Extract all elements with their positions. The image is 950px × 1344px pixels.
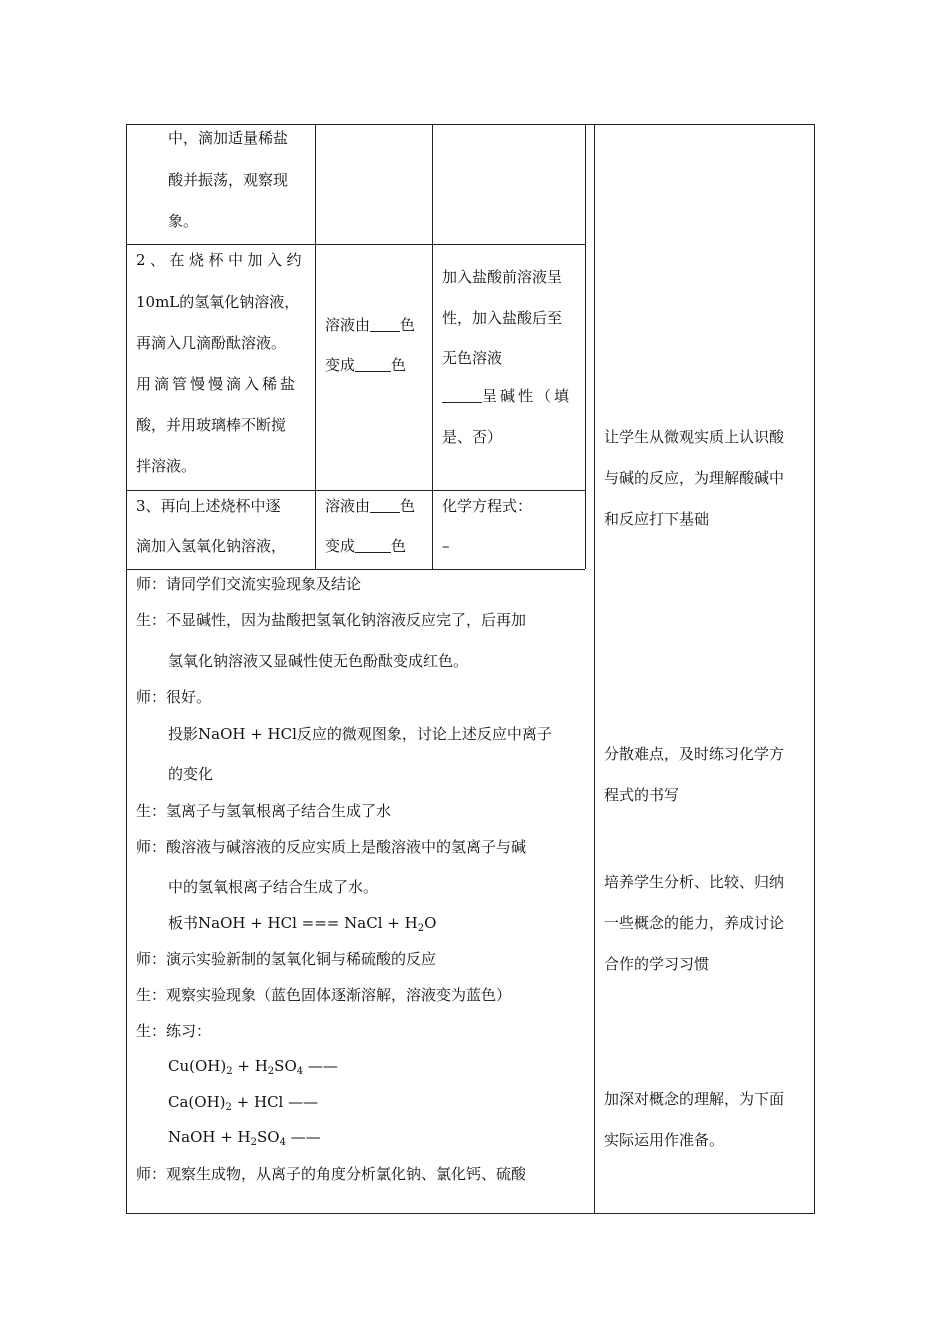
equation-text: SO (274, 1057, 297, 1075)
table-divider (585, 124, 586, 569)
dialogue-line: 师：酸溶液与碱溶液的反应实质上是酸溶液中的氢离子与碱 (136, 838, 527, 856)
dialogue-line: 师：很好。 (136, 688, 212, 706)
equation-text: —— (285, 1128, 321, 1146)
exercise-equation (168, 1092, 318, 1118)
phenomenon-text: 色 (400, 316, 416, 334)
table-divider (126, 569, 585, 570)
dialogue-line: 的变化 (168, 765, 214, 783)
dialogue-line: 生：氢离子与氢氧根离子结合生成了水 (136, 802, 392, 820)
exercise-equation (168, 1056, 338, 1082)
answer-blank[interactable] (442, 388, 482, 403)
equation-text: Ca(OH) (168, 1093, 226, 1111)
equation-subscript: 4 (296, 1066, 304, 1077)
exp1-step-line: 酸并振荡，观察现 (168, 171, 289, 189)
phenomenon-text: 变成 (325, 356, 356, 374)
exp2-conclusion-line: 是、否） (442, 428, 503, 446)
phenomenon-text: 变成 (325, 537, 356, 555)
table-divider (126, 244, 585, 245)
dialogue-line: 师：请同学们交流实验现象及结论 (136, 575, 362, 593)
exp3-step-line: 滴加入氢氧化钠溶液， (136, 537, 287, 555)
equation-text: 板书NaOH + HCl === NaCl + H (168, 914, 418, 932)
phenomenon-text: 色 (391, 537, 407, 555)
equation-subscript: 4 (279, 1137, 286, 1148)
design-note-line: 实际运用作准备。 (604, 1131, 725, 1149)
design-note-line: 加深对概念的理解，为下面 (604, 1090, 785, 1108)
exp2-phenomenon-line (325, 315, 415, 335)
design-note-line: 一些概念的能力，养成讨论 (604, 914, 785, 932)
table-divider (126, 490, 585, 491)
exp1-step-line: 中，滴加适量稀盐 (168, 129, 289, 147)
answer-blank[interactable] (355, 538, 391, 553)
conclusion-text: 呈碱性（填 (482, 387, 573, 405)
equation-subscript: 2 (226, 1066, 233, 1077)
exp3-phenomenon-line (325, 536, 406, 556)
exp2-conclusion-line: 性，加入盐酸后至 (442, 309, 563, 327)
exp2-phenomenon-line (325, 355, 406, 375)
exp3-conclusion-line: – (442, 537, 450, 555)
exp2-conclusion-line: 加入盐酸前溶液呈 (442, 268, 563, 286)
exp2-step-line: 用滴管慢慢滴入稀盐 (136, 375, 299, 393)
phenomenon-text: 溶液由 (325, 316, 371, 334)
dialogue-line: 生：观察实验现象（蓝色固体逐渐溶解，溶液变为蓝色） (136, 986, 512, 1004)
exp2-conclusion-line: 无色溶液 (442, 349, 503, 367)
table-divider (594, 124, 595, 1214)
dialogue-line: 中的氢氧根离子结合生成了水。 (168, 878, 379, 896)
board-equation (168, 913, 436, 939)
design-note-line: 与碱的反应，为理解酸碱中 (604, 469, 785, 487)
design-note-line: 培养学生分析、比较、归纳 (604, 873, 785, 891)
design-note-line: 和反应打下基础 (604, 510, 710, 528)
exp3-phenomenon-line (325, 496, 415, 516)
equation-text: —— (303, 1057, 338, 1075)
equation-text: SO (257, 1128, 280, 1146)
exp2-step-line: 拌溶液。 (136, 457, 197, 475)
exp2-conclusion-line (442, 386, 572, 406)
answer-blank[interactable] (355, 357, 391, 372)
equation-subscript: 2 (417, 923, 425, 934)
exp2-step-line: 2、在烧杯中加入约 (136, 251, 307, 269)
dialogue-line: 师：演示实验新制的氢氧化铜与稀硫酸的反应 (136, 950, 437, 968)
exp2-step-line: 再滴入几滴酚酞溶液。 (136, 334, 287, 352)
equation-text: + H (232, 1057, 268, 1075)
phenomenon-text: 色 (391, 356, 407, 374)
dialogue-line: 投影NaOH + HCl反应的微观图象，讨论上述反应中离子 (168, 725, 552, 743)
equation-subscript: 2 (267, 1066, 275, 1077)
answer-blank[interactable] (370, 498, 400, 513)
dialogue-line: 生：不显碱性，因为盐酸把氢氧化钠溶液反应完了，后再加 (136, 611, 527, 629)
equation-text: Cu(OH) (168, 1057, 227, 1075)
phenomenon-text: 溶液由 (325, 497, 371, 515)
design-note-line: 分散难点，及时练习化学方 (604, 745, 785, 763)
equation-text: NaOH + H (168, 1128, 251, 1146)
dialogue-line: 氢氧化钠溶液又显碱性使无色酚酞变成红色。 (168, 652, 469, 670)
phenomenon-text: 色 (400, 497, 416, 515)
exp2-step-line: 10mL的氢氧化钠溶液， (136, 293, 300, 311)
equation-text: O (424, 914, 437, 932)
answer-blank[interactable] (370, 317, 400, 332)
exp3-conclusion-line: 化学方程式： (442, 497, 533, 515)
equation-text: + HCl —— (231, 1093, 319, 1111)
dialogue-line: 生：练习： (136, 1022, 212, 1040)
dialogue-line: 师：观察生成物，从离子的角度分析氯化钠、氯化钙、硫酸 (136, 1165, 527, 1183)
design-note-line: 合作的学习习惯 (604, 955, 710, 973)
exercise-equation (168, 1127, 321, 1153)
design-note-line: 让学生从微观实质上认识酸 (604, 428, 785, 446)
exp1-step-line: 象。 (168, 212, 199, 230)
equation-subscript: 2 (225, 1102, 232, 1113)
design-note-line: 程式的书写 (604, 786, 680, 804)
equation-subscript: 2 (250, 1137, 258, 1148)
exp2-step-line: 酸，并用玻璃棒不断搅 (136, 416, 287, 434)
exp3-step-line: 3、再向上述烧杯中逐 (136, 497, 281, 515)
table-divider (315, 124, 316, 569)
table-divider (432, 124, 433, 569)
